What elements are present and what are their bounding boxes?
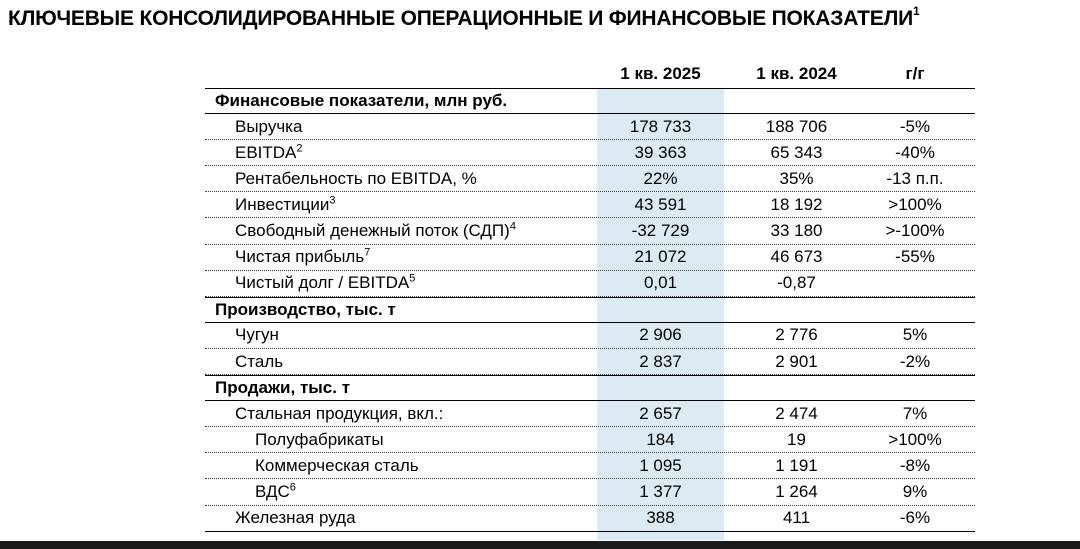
row-label <box>235 325 279 345</box>
value-yoy: 7% <box>902 403 928 423</box>
value-q1-2024: 35% <box>779 168 814 188</box>
table-row <box>205 323 975 349</box>
row-label-text: Выручка <box>235 116 303 136</box>
value-q1-2024: 2 474 <box>775 403 818 423</box>
section-row <box>205 297 975 323</box>
row-label <box>235 247 370 267</box>
value-q1-2025: 388 <box>646 508 675 528</box>
section-label <box>215 378 350 398</box>
row-label-text: Чистый долг / EBITDA <box>235 273 410 293</box>
page-title <box>8 6 1072 31</box>
value-q1-2024: -0,87 <box>777 273 816 293</box>
value-q1-2024: 33 180 <box>770 221 823 240</box>
value-yoy: -8% <box>899 455 931 475</box>
row-label <box>235 221 516 241</box>
row-label <box>235 195 336 215</box>
table-row <box>205 453 975 479</box>
value-q1-2024: 2 901 <box>775 351 818 371</box>
value-q1-2025: -32 729 <box>631 221 690 240</box>
value-q1-2025: 2 837 <box>639 351 682 371</box>
value-q1-2025: 184 <box>646 429 675 449</box>
column-header-q1-2025: 1 кв. 2025 <box>620 64 701 83</box>
value-yoy: -55% <box>895 247 935 267</box>
table-row <box>205 349 975 375</box>
row-label-text: Свободный денежный поток (СДП) <box>235 221 510 240</box>
value-yoy: 5% <box>902 325 928 345</box>
row-label-text: Полуфабрикаты <box>255 429 384 449</box>
row-label-text: Сталь <box>235 351 284 371</box>
row-label-text: Инвестиции <box>235 194 330 214</box>
row-label-text: Чистая прибыль <box>235 247 365 267</box>
row-label <box>235 508 356 528</box>
section-row <box>205 88 975 114</box>
value-q1-2024: 1 264 <box>775 482 818 501</box>
row-label-text: Продажи, тыс. т <box>215 378 351 398</box>
table-row <box>205 114 975 140</box>
row-label <box>255 430 384 450</box>
section-label <box>215 91 507 111</box>
value-yoy: -40% <box>895 142 935 162</box>
value-q1-2024: 1 191 <box>775 455 818 475</box>
value-q1-2025: 2 906 <box>639 325 682 345</box>
row-label <box>235 404 443 424</box>
column-header-yoy: г/г <box>905 64 925 83</box>
footnote-marker: 5 <box>409 272 416 285</box>
column-header-q1-2024: 1 кв. 2024 <box>756 64 837 83</box>
value-q1-2025: 2 657 <box>639 403 682 423</box>
row-label-text: Коммерческая сталь <box>255 455 419 475</box>
section-label <box>215 300 396 320</box>
title-footnote: 1 <box>913 4 920 18</box>
row-label-text: ВДС <box>255 482 290 501</box>
page-title-text: КЛЮЧЕВЫЕ КОНСОЛИДИРОВАННЫЕ ОПЕРАЦИОННЫЕ И ФИНАНСОВЫЕ ПОКАЗАТЕЛИ <box>8 7 913 30</box>
value-q1-2024: 188 706 <box>765 116 828 136</box>
table-row <box>205 427 975 453</box>
value-yoy: -13 п.п. <box>886 168 944 188</box>
footnote-marker: 2 <box>296 142 303 155</box>
value-q1-2025: 22% <box>643 168 678 188</box>
value-yoy: -5% <box>899 116 931 136</box>
row-label <box>235 273 415 293</box>
value-yoy: -6% <box>899 508 931 528</box>
value-q1-2025: 1 095 <box>639 455 682 475</box>
table-row <box>205 506 975 532</box>
value-q1-2024: 19 <box>787 429 806 449</box>
table-row <box>205 480 975 506</box>
row-label <box>255 482 296 502</box>
row-label-text: Стальная продукция, вкл.: <box>235 403 444 423</box>
value-q1-2025: 43 591 <box>634 194 687 214</box>
value-yoy: -2% <box>899 351 931 371</box>
table-row <box>205 192 975 218</box>
table-row <box>205 140 975 166</box>
value-yoy: 9% <box>902 482 928 501</box>
table-row <box>205 219 975 245</box>
value-q1-2024: 46 673 <box>770 247 823 267</box>
table-row <box>205 401 975 427</box>
row-label <box>255 456 419 476</box>
table-row <box>205 166 975 192</box>
value-q1-2025: 0,01 <box>643 273 678 293</box>
table-header <box>205 62 975 86</box>
row-label-text: Производство, тыс. т <box>215 299 396 319</box>
row-label-text: EBITDA <box>235 142 297 162</box>
value-q1-2024: 18 192 <box>770 194 823 214</box>
value-q1-2025: 39 363 <box>634 142 687 162</box>
value-q1-2024: 2 776 <box>775 325 818 345</box>
value-q1-2025: 21 072 <box>634 247 687 267</box>
row-label-text: Финансовые показатели, млн руб. <box>215 91 508 110</box>
value-q1-2024: 65 343 <box>770 142 823 162</box>
value-yoy: >100% <box>888 429 942 449</box>
footnote-marker: 6 <box>289 481 296 494</box>
footnote-marker: 3 <box>329 194 336 207</box>
bottom-bar <box>0 541 1080 549</box>
row-label-text: Рентабельность по EBITDA, % <box>235 168 477 188</box>
row-label <box>235 169 477 189</box>
row-label-text: Железная руда <box>235 508 356 528</box>
footnote-marker: 4 <box>509 220 516 233</box>
row-label <box>235 143 303 163</box>
footnote-marker: 7 <box>364 246 371 259</box>
value-q1-2025: 178 733 <box>629 116 692 136</box>
row-label <box>235 117 302 137</box>
table-row <box>205 271 975 297</box>
value-yoy: >100% <box>888 194 942 214</box>
row-label-text: Чугун <box>235 325 279 345</box>
value-yoy: >-100% <box>885 221 945 240</box>
value-q1-2025: 1 377 <box>639 482 682 501</box>
table-row <box>205 245 975 271</box>
section-row <box>205 375 975 401</box>
row-label <box>235 352 283 372</box>
value-q1-2024: 411 <box>782 508 811 528</box>
